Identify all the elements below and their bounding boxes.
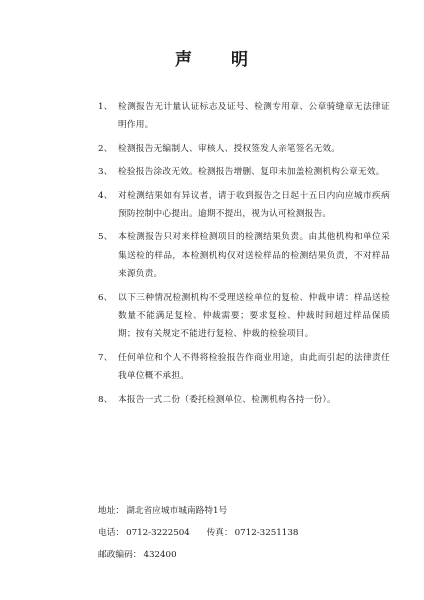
- item-number: 4、: [98, 190, 113, 201]
- postcode-label: 邮政编码：: [98, 550, 142, 560]
- address-row: [98, 502, 398, 521]
- title-char-right: 明: [231, 50, 249, 70]
- phone-value: 0712-3222504: [126, 528, 190, 538]
- statement-item-8: [98, 391, 390, 409]
- item-text: 本检测报告只对来样检测项目的检测结果负责。由其他机构和单位采集送检的样品，本检测机构仅对送检样品的检测结果负责，不对样品来源负责。: [118, 232, 390, 280]
- address-label: 地址：: [98, 506, 125, 516]
- fax-value: 0712-3251138: [234, 528, 299, 538]
- item-number: 5、: [98, 232, 113, 243]
- statement-item-5: [98, 228, 390, 283]
- item-text: 检测报告无计量认证标志及证号、检测专用章、公章骑缝章无法律证明作用。: [118, 102, 390, 131]
- item-number: 3、: [98, 167, 113, 178]
- item-number: 2、: [98, 143, 113, 154]
- statement-item-3: [98, 163, 390, 181]
- statement-item-1: [98, 98, 390, 135]
- statement-item-7: [98, 349, 390, 386]
- item-number: 1、: [98, 102, 113, 112]
- contact-footer: [98, 502, 398, 568]
- item-number: 7、: [98, 352, 113, 363]
- statement-item-6: [98, 289, 390, 344]
- statement-item-4: [98, 187, 390, 224]
- fax-label: 传真：: [206, 528, 233, 538]
- item-text: 任何单位和个人不得将检验报告作商业用途，由此而引起的法律责任我单位概不承担。: [118, 352, 390, 382]
- page-title: [0, 52, 424, 69]
- postcode-row: [98, 546, 398, 565]
- item-number: 8、: [98, 394, 113, 405]
- item-text: 对检测结果如有异议者，请于收到报告之日起十五日内向应城市疾病预防控制中心提出。逾期不提出，视为认可检测报告。: [118, 190, 390, 220]
- item-text: 以下三种情况检测机构不受理送检单位的复检、仲裁申请：样品送检数量不能满足复检、仲裁需要；要求复检、仲裁时间超过样品保质期；按有关规定不能进行复检、仲裁的检验项目。: [118, 292, 390, 340]
- phone-fax-row: [98, 524, 398, 543]
- postcode-value: 432400: [143, 550, 177, 560]
- item-text: 检测报告无编制人、审核人、授权签发人亲笔签名无效。: [118, 143, 341, 154]
- statement-item-2: [98, 140, 390, 158]
- item-text: 本报告一式二份（委托检测单位、检测机构各持一份）。: [118, 394, 336, 405]
- statement-list: [98, 98, 390, 414]
- title-char-left: 声: [175, 50, 193, 70]
- item-number: 6、: [98, 292, 113, 303]
- phone-label: 电话：: [98, 528, 125, 538]
- item-text: 检验报告涂改无效。检测报告增删、复印未加盖检测机构公章无效。: [118, 167, 385, 178]
- address-value: 湖北省应城市城南路特1号: [126, 506, 228, 516]
